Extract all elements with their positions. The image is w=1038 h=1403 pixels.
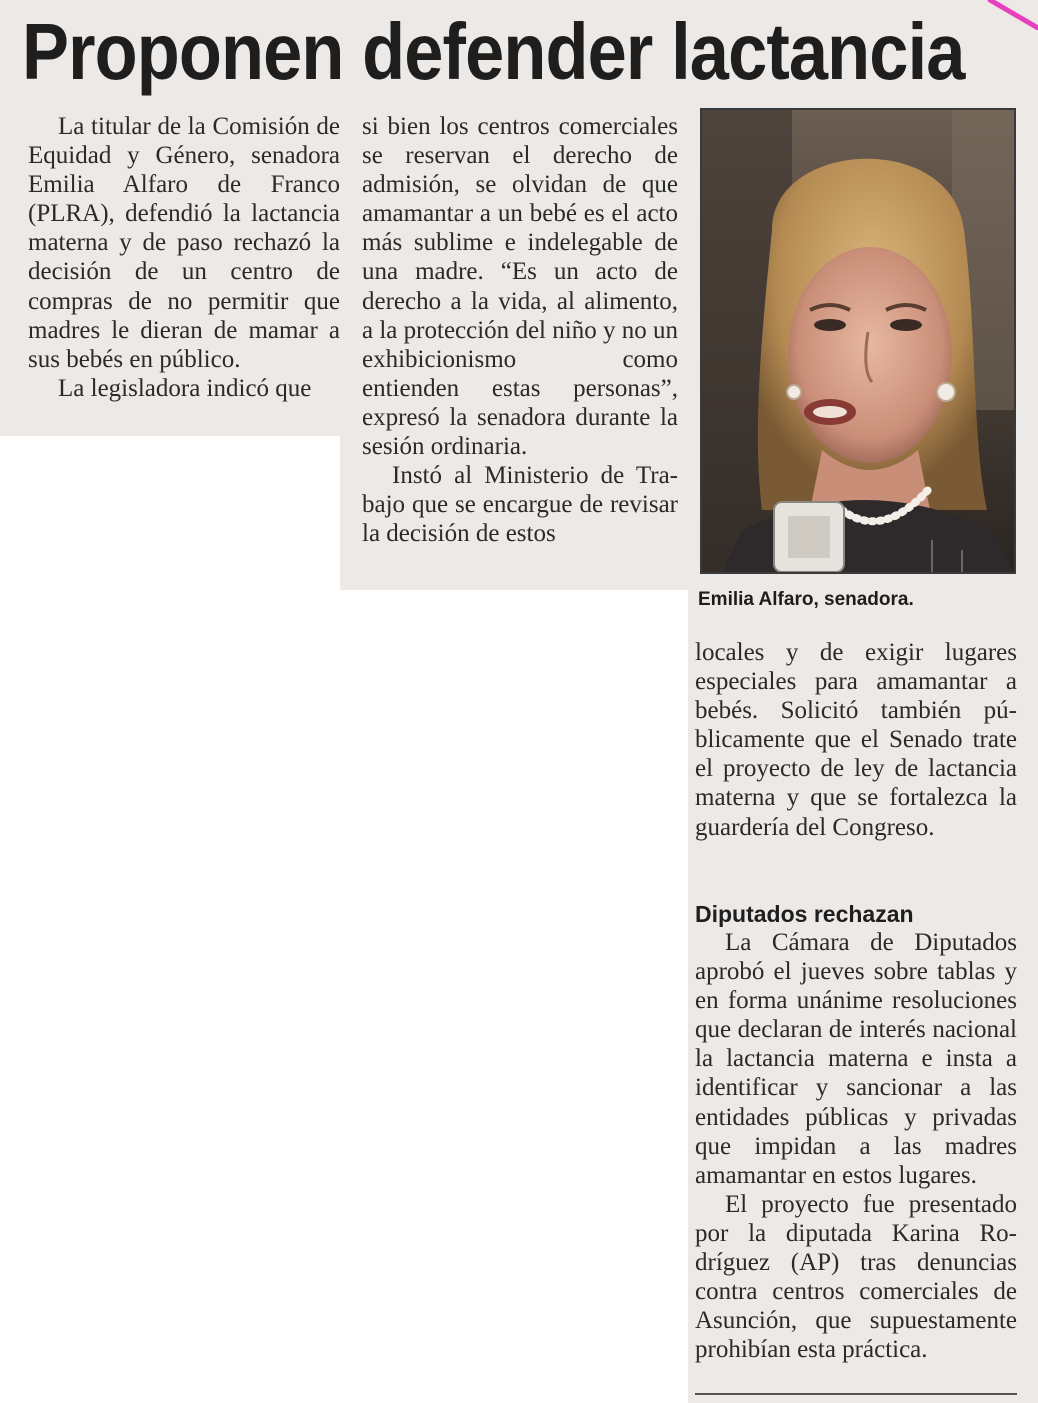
paragraph: La titular de la Comisión de Equidad y Género, senadora Emilia Alfaro de Franco (PLRA), defendió la lactancia materna y de paso rechazó la decisión de un centro de compras de no permitir que madres le dieran de mamar a sus bebés en público. bbox=[28, 113, 340, 373]
paragraph: Instó al Ministerio de Trabajo que se encargue de revisar la decisión de estos bbox=[362, 462, 678, 548]
portrait-image bbox=[702, 110, 1014, 572]
portrait-photo bbox=[700, 108, 1016, 574]
article-column-3 bbox=[695, 638, 1017, 842]
article-headline: Proponen defender lactancia bbox=[22, 7, 965, 96]
paragraph: La legisladora indicó que bbox=[58, 374, 312, 402]
article-column-4 bbox=[695, 928, 1017, 1364]
section-subhead: Diputados rechazan bbox=[695, 901, 914, 927]
photo-caption: Emilia Alfaro, senadora. bbox=[698, 589, 914, 610]
highlighter-mark bbox=[978, 0, 1038, 30]
paragraph: La Cámara de Diputados aprobó el jueves sobre tablas y en forma unánime resoluciones que declaran de interés nacional la lactancia materna e insta a identificar y sancionar a las entidades públicas y privadas que impidan a las madres amamantar en estos lugares. bbox=[695, 929, 1017, 1189]
article-column-2 bbox=[362, 112, 678, 548]
paragraph: locales y de exigir lugares especiales para amamantar a bebés. Solicitó también públicamente que el Senado trate el proyecto de ley de lactancia materna y que se fortalezca la guardería del Congreso. bbox=[695, 639, 1017, 841]
article-column-1 bbox=[28, 112, 340, 403]
column-end-rule bbox=[695, 1393, 1017, 1395]
paragraph: si bien los centros comerciales se reservan el derecho de admisión, se olvidan de que amamantar a un bebé es el acto más sublime e indelegable de una madre. “Es un acto de derecho a la vida, al alimento, a la protección del niño y no un exhibicionismo como entienden estas personas”, expresó la senadora durante la sesión ordinaria. bbox=[362, 113, 678, 461]
paragraph: El proyecto fue presentado por la diputada Karina Rodríguez (AP) tras denuncias contra centros comerciales de Asunción, que supuestamente prohibían esta práctica. bbox=[695, 1190, 1017, 1364]
